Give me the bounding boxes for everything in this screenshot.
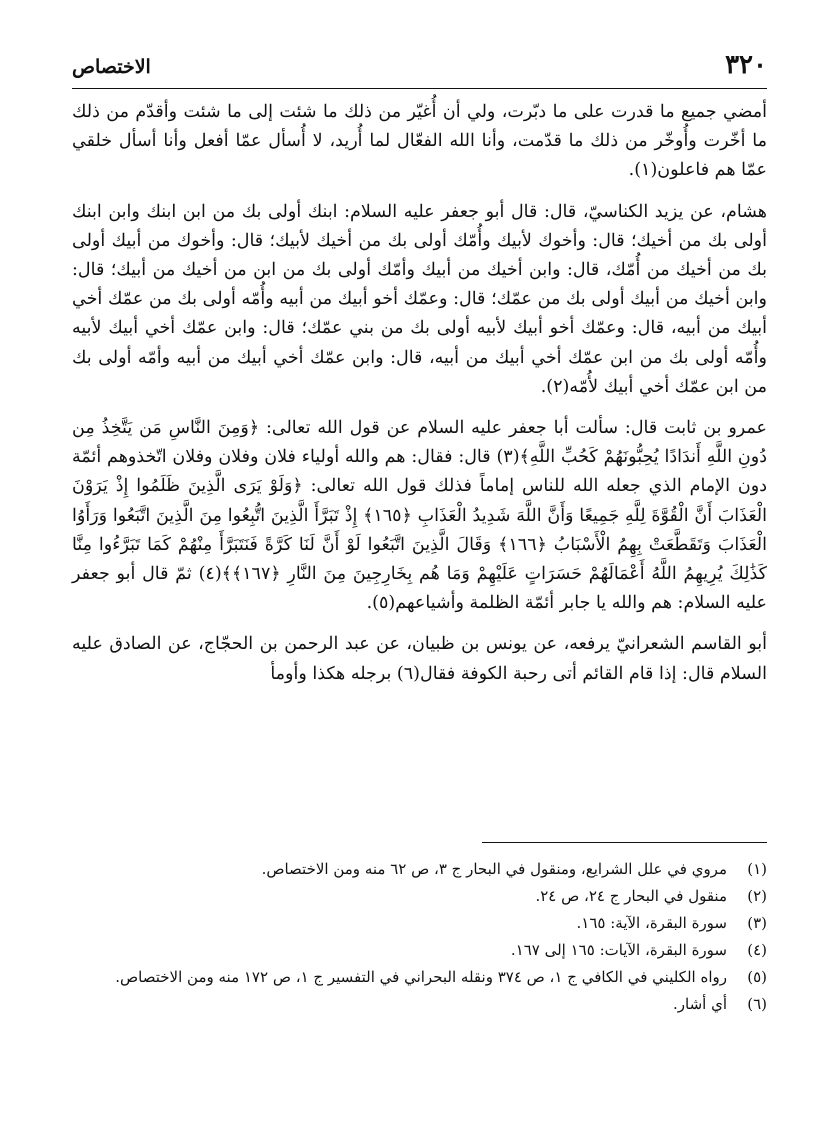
footnote-number: (٣) <box>747 914 767 932</box>
footnote <box>72 910 767 937</box>
page-header <box>72 44 767 89</box>
footnote <box>72 883 767 910</box>
paragraph-2: هشام، عن يزيد الكناسيّ، قال: قال أبو جعفر عليه السلام: ابنك أولى بك من ابن ابنك وابن ابنك أولى بك من أخيك؛ قال: وأخوك لأبيك وأُمّك أولى بك من أخيك لأبيك؛ قال: وأخوك من أبيك أولى بك من أخيك من أُمّك، قال: وابن أخيك من أبيك وأمّك أولى بك من ابن من أخيك من أبيك؛ قال: وابن أخيك من أبيك أولى بك من عمّك؛ قال: وعمّك أخو أبيك من أبيه وأُمّه أولى بك من عمّك أخي أبيك من أبيه، قال: وعمّك أخو أبيك لأبيه أولى بك من بني عمّك؛ قال: وابن عمّك أخي أبيك لأبيه وأُمّه أولى بك من ابن عمّك أخي أبيك من أبيه، قال: وابن عمّك أخي أبيك من أبيه وأمّه أولى بك من ابن عمّك أخي أبيك لأُمّه(٢). <box>72 201 767 397</box>
footnote <box>72 856 767 883</box>
footnote <box>72 964 767 991</box>
footnote-number: (١) <box>747 860 767 878</box>
page-number: ٣٢٠ <box>725 50 767 80</box>
paragraph-1: أمضي جميع ما قدرت على ما دبّرت، ولي أن أُغيّر من ذلك ما شئت إلى ما شئت وأقدّم من ذلك ما أخّرت وأُوخّر من ذلك ما قدّمت، وأنا الله الفعّال لما أُريد، لا أُسأل عمّا أفعل وأنا أسأل خلقي عمّا هم فاعلون(١). <box>72 102 767 181</box>
footnote-number: (٤) <box>747 941 767 959</box>
footnote-separator <box>482 842 767 843</box>
footnote-text: سورة البقرة، الآية: ١٦٥. <box>576 914 727 932</box>
footnote-number: (٢) <box>747 887 767 905</box>
footnote <box>72 991 767 1018</box>
paragraph-4: أبو القاسم الشعرانيّ يرفعه، عن يونس بن ظبيان، عن عبد الرحمن بن الحجّاج، عن الصادق عليه السلام قال: إذا قام القائم أتى رحبة الكوفة فقال(٦) برجله هكذا وأومأ <box>72 634 767 684</box>
footnote-text: سورة البقرة، الآيات: ١٦٥ إلى ١٦٧. <box>510 941 727 959</box>
paragraph-3: عمرو بن ثابت قال: سألت أبا جعفر عليه السلام عن قول الله تعالى: ﴿وَمِنَ النَّاسِ مَن يَتَّخِذُ مِن دُونِ اللَّهِ أَندَادًا يُحِبُّونَهُمْ كَحُبِّ اللَّهِ﴾(٣) قال: فقال: هم والله أولياء فلان وفلان وفلان اتّخذوهم أئمّة دون الإمام الذي جعله الله للناس إماماً فذلك قول الله تعالى: ﴿وَلَوْ يَرَى الَّذِينَ ظَلَمُوا إِذْ يَرَوْنَ الْعَذَابَ أَنَّ الْقُوَّةَ لِلَّهِ جَمِيعًا وَأَنَّ اللَّهَ شَدِيدُ الْعَذَابِ ﴿١٦٥﴾ إِذْ تَبَرَّأَ الَّذِينَ اتُّبِعُوا مِنَ الَّذِينَ اتَّبَعُوا وَرَأَوُا الْعَذَابَ وَتَقَطَّعَتْ بِهِمُ الْأَسْبَابُ ﴿١٦٦﴾ وَقَالَ الَّذِينَ اتَّبَعُوا لَوْ أَنَّ لَنَا كَرَّةً فَنَتَبَرَّأَ مِنْهُمْ كَمَا تَبَرَّءُوا مِنَّا كَذَٰلِكَ يُرِيهِمُ اللَّهُ أَعْمَالَهُمْ حَسَرَاتٍ عَلَيْهِمْ وَمَا هُم بِخَارِجِينَ مِنَ النَّارِ ﴿١٦٧﴾﴾(٤) ثمّ قال أبو جعفر عليه السلام: هم والله يا جابر أئمّة الظلمة وأشياعهم(٥). <box>72 418 768 614</box>
footnote-text: رواه الكليني في الكافي ج ١، ص ٣٧٤ ونقله البحراني في التفسير ج ١، ص ١٧٢ منه ومن الاختصاص. <box>115 968 727 986</box>
footnote-text: مروي في علل الشرايع، ومنقول في البحار ج ٣، ص ٦٢ منه ومن الاختصاص. <box>261 860 727 878</box>
footnote-number: (٥) <box>747 968 767 986</box>
footnote-text: أي أشار. <box>673 995 727 1013</box>
footnote-text: منقول في البحار ج ٢٤، ص ٢٤. <box>535 887 727 905</box>
footnote <box>72 937 767 964</box>
book-title: الاختصاص <box>72 56 151 78</box>
footnotes <box>72 856 767 1018</box>
footnote-number: (٦) <box>747 995 767 1013</box>
main-text <box>72 98 767 701</box>
